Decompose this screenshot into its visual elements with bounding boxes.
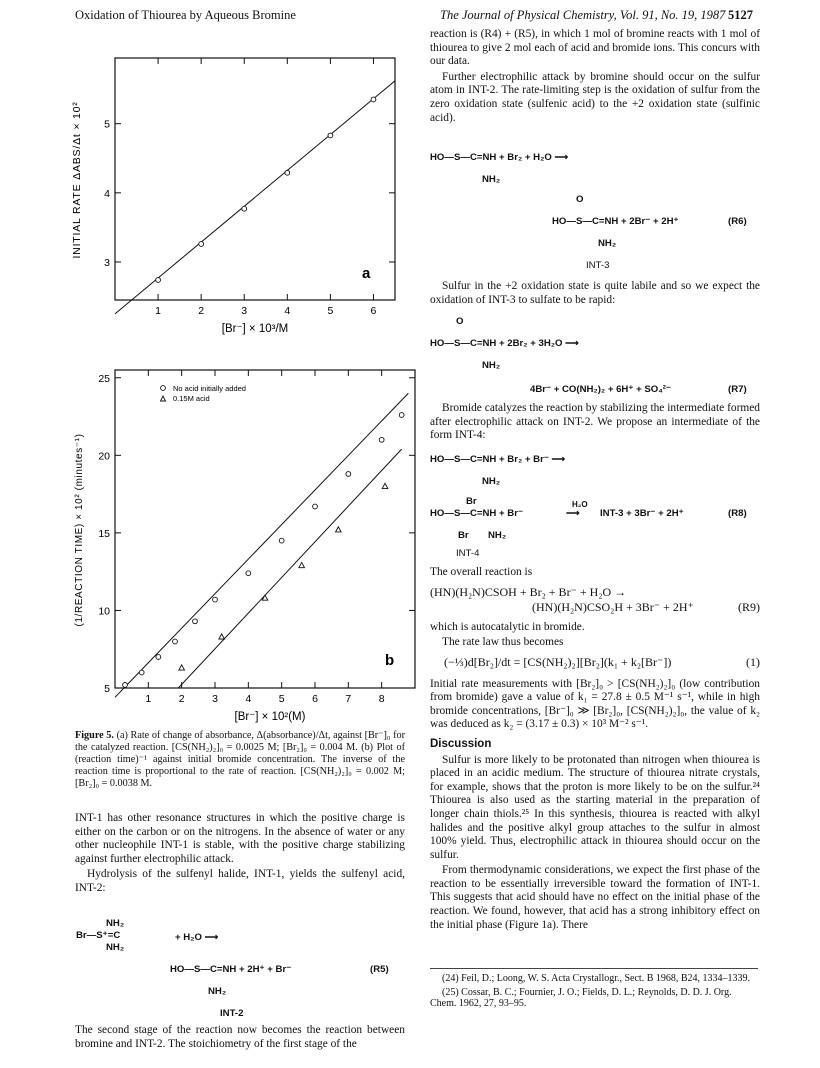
figure-a-chart <box>60 40 420 340</box>
eq-r9-line2: (HN)(H₂N)CSO₂H + 3Br⁻ + 2H⁺ <box>532 600 694 615</box>
left-paragraph-2: Hydrolysis of the sulfenyl halide, INT-1, yields the sulfenyl acid, INT-2: <box>75 868 405 894</box>
eq-1-row <box>430 656 760 670</box>
figure-b-point-circle <box>346 472 351 477</box>
figure-a-point <box>371 97 376 102</box>
r6-label: (R6) <box>728 216 747 227</box>
eq-r9-line1: (HN)(H₂N)CSOH + Br₂ + Br⁻ + H₂O → <box>430 584 627 599</box>
r7-product: 4Br⁻ + CO(NH₂)₂ + 6H⁺ + SO₄²⁻ <box>530 384 672 395</box>
figure-b-point-circle <box>173 639 178 644</box>
discussion-heading: Discussion <box>430 737 492 750</box>
figure-a-point <box>199 242 204 247</box>
caption-text: (a) Rate of change of absorbance, Δ(absorbance)/Δt, against [Br⁻]₀ for the catalyzed reaction. [CS(NH₂)₂]₀ = 0.0025 M; [Br₂]₀ = 0.004 M. (b) Plot of (reaction time)⁻¹ against initial bromide concentration. The inverse of the reaction time is proportional to the rate of reaction. [CS(NH₂)₂]₀ = 0.002 M; [Br₂]₀ = 0.0038 M. <box>75 730 405 789</box>
references <box>430 968 758 1012</box>
right-column-p4 <box>430 402 760 445</box>
x-tick-label: 8 <box>378 693 385 705</box>
left-column-top <box>75 812 405 898</box>
r8-label: (R8) <box>728 508 747 519</box>
right-paragraph-5: The overall reaction is <box>430 566 533 578</box>
r8-bromine-bottom: Br <box>458 530 469 541</box>
y-tick-label: 20 <box>98 450 110 463</box>
right-paragraph-4: Bromide catalyzes the reaction by stabilizing the intermediate formed after electrophilic attack on INT-2. We propose an intermediate of the form INT-4: <box>430 402 760 442</box>
right-paragraph-9: Sulfur is more likely to be protonated than nitrogen when thiourea is placed in an acidic medium. The structure of thiourea nitrate crystals, for example, shows that the proton is more likely to be on the sulfur.²⁴ Thiourea is also used as the starting material in the preparation of longer chain thiols.²⁵ In this synthesis, thiourea is reacted with alkyl halides and the positive alkyl group attaches to the sulfur in almost 100% yield. Thus, electrophilic attack in thiourea should occur on the sulfur. <box>430 753 760 861</box>
y-tick-label: 25 <box>98 372 110 385</box>
figure-a-point <box>328 133 333 138</box>
figure-a-frame <box>115 58 395 300</box>
eq-1: (−⅓)d[Br₂]/dt = [CS(NH₂)₂][Br₂](k₁ + k₂[Br⁻]) <box>444 654 672 669</box>
x-tick-label: 6 <box>312 693 318 705</box>
figure-b-panel-label: b <box>385 652 395 669</box>
right-column-p3 <box>430 280 760 309</box>
x-tick-label: 1 <box>155 305 161 317</box>
figure-b-point-circle <box>123 682 128 687</box>
x-tick-label: 1 <box>145 693 152 705</box>
r7-label: (R7) <box>728 384 747 395</box>
r5-product: HO—S—C=NH + 2H⁺ + Br⁻ <box>170 964 292 975</box>
x-tick-label: 5 <box>278 693 285 705</box>
right-paragraph-8: Initial rate measurements with [Br₂]₀ > [CS(NH₂)₂]₀ (low contribution from bromide) gave a value of k₁ = 27.8 ± 0.5 M⁻¹ s⁻¹, while in high bromide concentrations, [Br⁻]₀ ≫ [Br₂]₀, [CS(NH₂)₂]₀, the value of k₂ was deduced as k₂ = (3.17 ± 0.3) × 10³ M⁻² s⁻¹. <box>430 677 760 731</box>
x-tick-label: 4 <box>245 693 252 705</box>
right-paragraph-10: From thermodynamic considerations, we expect the first phase of the reaction to be essentially irreversible toward the formation of INT-1. This suggests that acid should have no effect on the initial phase of the reaction. We found, however, that acid has a strong inhibitory effect on the initial phase (Figure 1a). There <box>430 864 760 931</box>
page-number: 5127 <box>728 8 753 22</box>
y-tick-label: 4 <box>104 187 110 200</box>
y-tick-label: 5 <box>104 118 110 131</box>
x-tick-label: 2 <box>178 693 185 705</box>
figure-b-chart <box>60 360 420 732</box>
figure-b-point-triangle <box>336 527 342 532</box>
x-tick-label: 3 <box>212 693 218 705</box>
figure-b-point-circle <box>193 619 198 624</box>
r6-product: HO—S—C=NH + 2Br⁻ + 2H⁺ <box>552 216 679 227</box>
figure-a-point <box>242 206 247 211</box>
running-header-title: Oxidation of Thiourea by Aqueous Bromine <box>75 8 296 22</box>
r7-nh2: NH₂ <box>482 360 501 371</box>
figure-b-point-circle <box>213 597 218 602</box>
figure-b-point-circle <box>399 413 404 418</box>
right-paragraph-3: Sulfur in the +2 oxidation state is quite labile and so we expect the oxidation of INT-3 to sulfate to be rapid: <box>430 280 760 306</box>
legend-entry-acid: 0.15M acid <box>173 394 210 403</box>
y-tick-label: 10 <box>98 605 110 618</box>
figure-b-legend <box>161 384 246 403</box>
figure-b-point-circle <box>246 571 251 576</box>
eq-1-label: (1) <box>746 654 760 669</box>
r6-oxygen: O <box>576 194 584 205</box>
reference-25: (25) Cossar, B. C.; Fournier, J. O.; Fields, D. L.; Reynolds, D. D. J. Org. Chem. 1962, 27, 93–95. <box>430 986 732 1010</box>
y-tick-label: 3 <box>104 256 110 269</box>
r6-product-nh2: NH₂ <box>598 238 617 249</box>
right-paragraph-7: The rate law thus becomes <box>442 636 564 649</box>
r5-label: (R5) <box>370 964 389 975</box>
r8-int4-core: HO—S—C=NH + Br⁻ <box>430 508 524 519</box>
x-tick-label: 6 <box>370 305 377 317</box>
r8-reactant-nh2: NH₂ <box>482 476 501 487</box>
int3-label: INT-3 <box>586 260 610 271</box>
right-column-top <box>430 28 760 127</box>
y-tick-label: 5 <box>104 683 110 695</box>
r5-nh2-top: NH₂ <box>106 918 125 929</box>
figure-a-xlabel: [Br⁻] × 10³/M <box>221 323 289 335</box>
left-column-bottom <box>75 1024 405 1053</box>
figure-b-point-triangle <box>179 665 185 670</box>
journal-citation: The Journal of Physical Chemistry, Vol. 91, No. 19, 1987 <box>440 8 726 22</box>
figure-b-point-triangle <box>299 562 305 567</box>
figure-a-panel-label: a <box>362 265 371 282</box>
r6-reactant-nh2: NH₂ <box>482 174 501 185</box>
figure-a-ylabel: INITIAL RATE ΔABS/Δt × 10² <box>71 101 83 259</box>
r5-nh2-bottom: NH₂ <box>106 942 125 953</box>
reference-24: (24) Feil, D.; Loong, W. S. Acta Crystallogr., Sect. B 1968, B24, 1334–1339. <box>442 973 751 984</box>
figure-b-point-circle <box>156 655 161 660</box>
eq-r9-line2-row <box>430 601 760 615</box>
r7-reactant: HO—S—C=NH + 2Br₂ + 3H₂O ⟶ <box>430 338 579 349</box>
figure-b-xlabel: [Br⁻] × 10²(M) <box>234 711 306 723</box>
figure-b-point-circle <box>279 538 284 543</box>
figure-b-ylabel: (1/REACTION TIME) × 10² (minutes⁻¹) <box>74 433 85 627</box>
figure-b-point-circle <box>139 670 144 675</box>
figure-b-point-triangle <box>219 634 225 639</box>
legend-marker-circle <box>161 386 166 391</box>
figure-b-point-triangle <box>382 483 388 488</box>
x-tick-label: 7 <box>345 693 352 705</box>
r7-oxygen: O <box>456 316 464 327</box>
figure-b-fit-line <box>115 393 408 697</box>
figure-b-point-circle <box>379 437 384 442</box>
r5-product-nh2: NH₂ <box>208 986 227 997</box>
left-paragraph-1: INT-1 has other resonance structures in which the positive charge is either on the carbon or on the nitrogens. In the absence of water or any other nucleophile INT-1 is stable, with the positive charge stabilizing against further electrophilic attack. <box>75 812 405 865</box>
figure-caption <box>75 730 405 790</box>
figure-b-frame <box>115 370 415 688</box>
x-tick-label: 2 <box>198 305 205 317</box>
r5-water: + H₂O ⟶ <box>175 932 219 943</box>
r6-reactant: HO—S—C=NH + Br₂ + H₂O ⟶ <box>430 152 569 163</box>
right-column-lower <box>430 566 760 934</box>
figure-a-point <box>285 170 290 175</box>
caption-title: Figure 5. <box>75 730 114 741</box>
figure-b-point-circle <box>313 504 318 509</box>
x-tick-label: 4 <box>284 305 291 317</box>
r8-product: INT-3 + 3Br⁻ + 2H⁺ <box>600 508 684 519</box>
r8-arrow-label: H₂O <box>572 500 588 509</box>
right-paragraph-1: reaction is (R4) + (R5), in which 1 mol of bromine reacts with 1 mol of thiourea to give 2 mol each of acid and bromide ions. This concurs with our data. <box>430 28 760 68</box>
r8-nh2-bottom: NH₂ <box>488 530 507 541</box>
legend-marker-triangle <box>161 396 166 401</box>
r8-bromine-top: Br <box>466 496 477 507</box>
left-paragraph-3: The second stage of the reaction now becomes the reaction between bromine and INT-2. The stoichiometry of the first stage of the <box>75 1024 405 1050</box>
r5-reactant: Br—S⁺=C <box>76 930 121 941</box>
r8-reactant: HO—S—C=NH + Br₂ + Br⁻ ⟶ <box>430 454 566 465</box>
y-tick-label: 15 <box>98 527 110 540</box>
figure-b-fit-line <box>178 449 401 688</box>
right-paragraph-2: Further electrophilic attack by bromine should occur on the sulfur atom in INT-2. The rate-limiting step is the oxidation of sulfur from the zero oxidation state (sulfenic acid) to the +2 oxidation state (sulfinic acid). <box>430 70 760 124</box>
figure-a-point <box>156 278 161 283</box>
int2-label: INT-2 <box>220 1008 244 1019</box>
legend-entry-no-acid: No acid initially added <box>173 384 246 393</box>
x-tick-label: 5 <box>327 305 334 317</box>
right-paragraph-6: which is autocatalytic in bromide. <box>430 620 585 633</box>
int4-label: INT-4 <box>456 548 480 559</box>
x-tick-label: 3 <box>241 305 248 317</box>
r8-arrow: ⟶ <box>566 508 580 519</box>
eq-r9-label: (R9) <box>738 600 760 615</box>
